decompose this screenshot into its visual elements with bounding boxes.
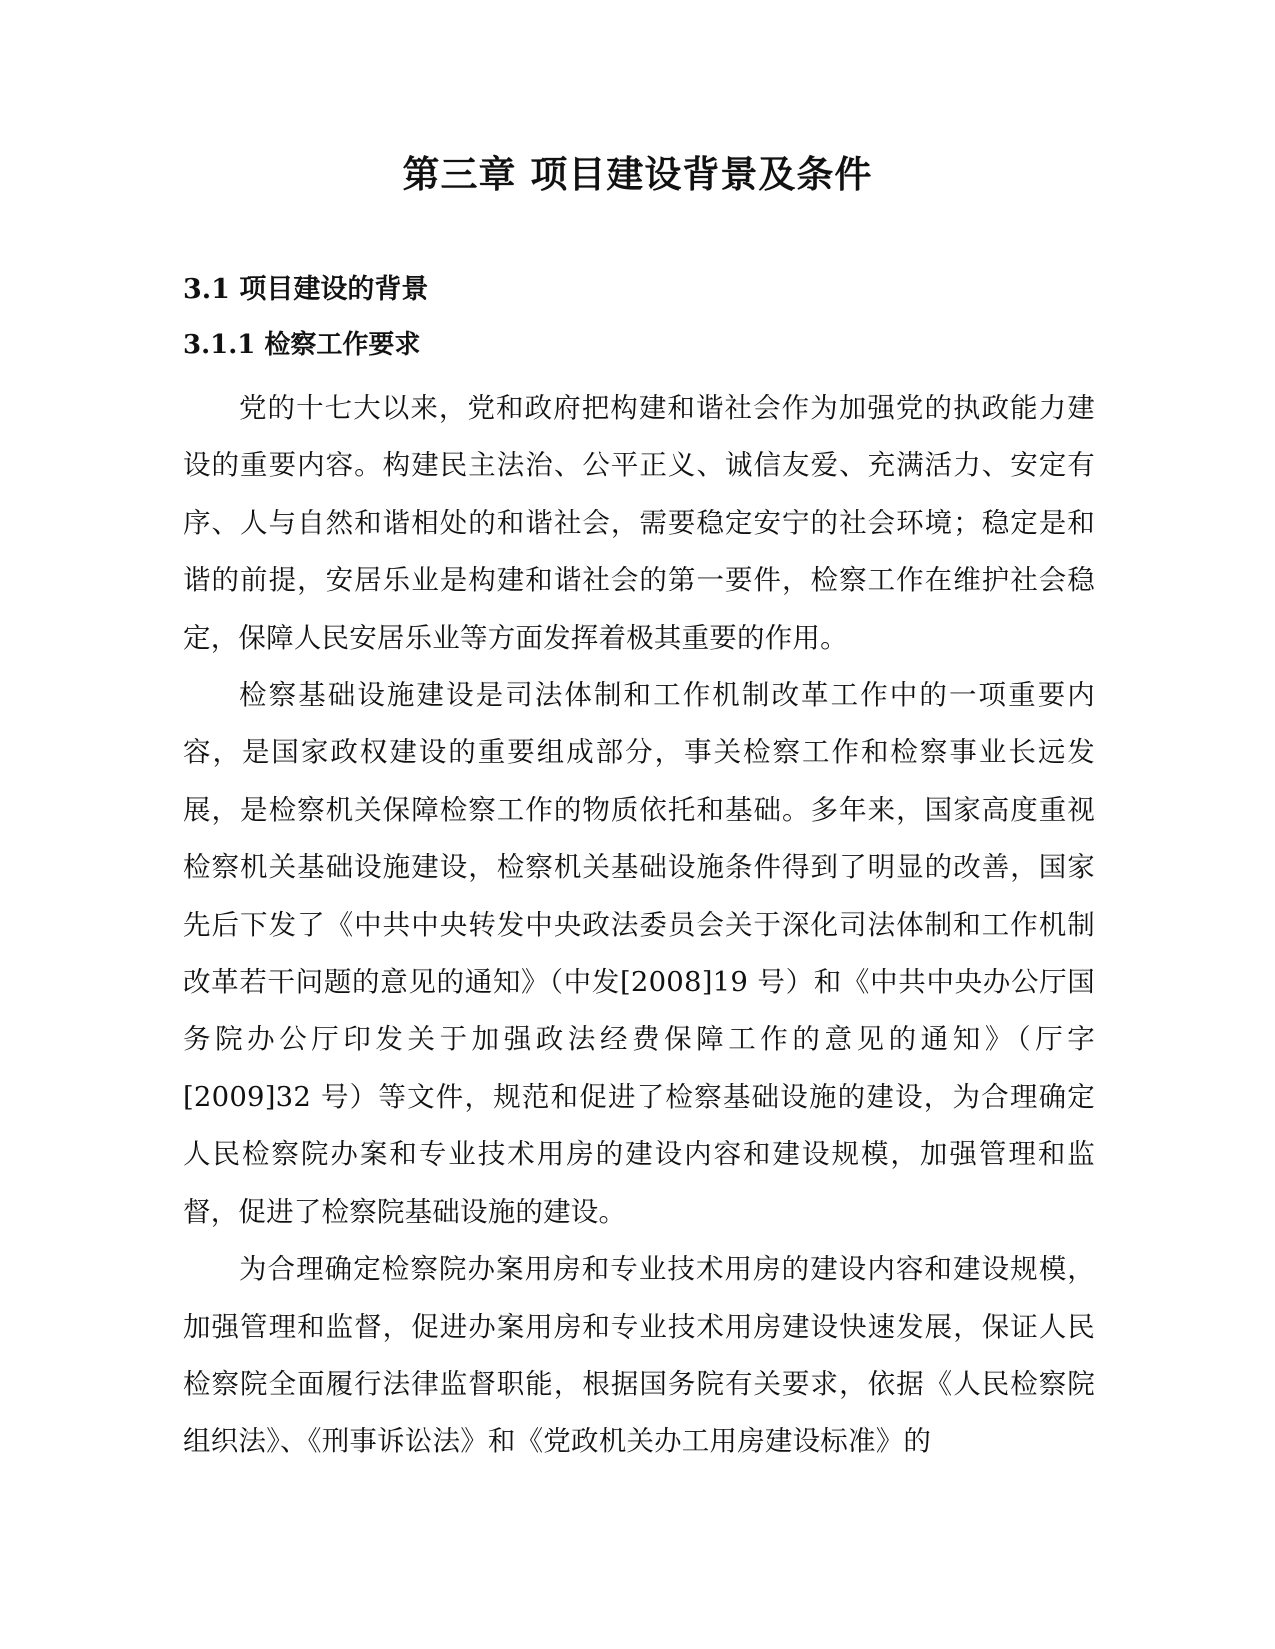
body-text: [183, 380, 1095, 1471]
subsection-heading: 3.1.1 检察工作要求: [183, 330, 421, 360]
paragraph: 为合理确定检察院办案用房和专业技术用房的建设内容和建设规模，加强管理和监督，促进办案用房和专业技术用房建设快速发展，保证人民检察院全面履行法律监督职能，根据国务院有关要求，依据《人民检察院组织法》、《刑事诉讼法》和《党政机关办工用房建设标准》的: [183, 1253, 1095, 1458]
paragraph: 检察基础设施建设是司法体制和工作机制改革工作中的一项重要内容，是国家政权建设的重要组成部分，事关检察工作和检察事业长远发展，是检察机关保障检察工作的物质依托和基础。多年来，国家高度重视检察机关基础设施建设，检察机关基础设施条件得到了明显的改善，国家先后下发了《中共中央转发中央政法委员会关于深化司法体制和工作机制改革若干问题的意见的通知》（中发[2008]19 号）和《中共中央办公厅国务院办公厅印发关于加强政法经费保障工作的意见的通知》（厅字[2009]32 号）等文件，规范和促进了检察基础设施的建设，为合理确定人民检察院办案和专业技术用房的建设内容和建设规模，加强管理和监督，促进了检察院基础设施的建设。: [183, 679, 1095, 1228]
paragraph: 党的十七大以来，党和政府把构建和谐社会作为加强党的执政能力建设的重要内容。构建民主法治、公平正义、诚信友爱、充满活力、安定有序、人与自然和谐相处的和谐社会，需要稳定安宁的社会环境；稳定是和谐的前提，安居乐业是构建和谐社会的第一要件，检察工作在维护社会稳定，保障人民安居乐业等方面发挥着极其重要的作用。: [183, 392, 1095, 654]
section-heading: 3.1 项目建设的背景: [183, 274, 429, 305]
chapter-title: 第三章 项目建设背景及条件: [402, 152, 873, 196]
